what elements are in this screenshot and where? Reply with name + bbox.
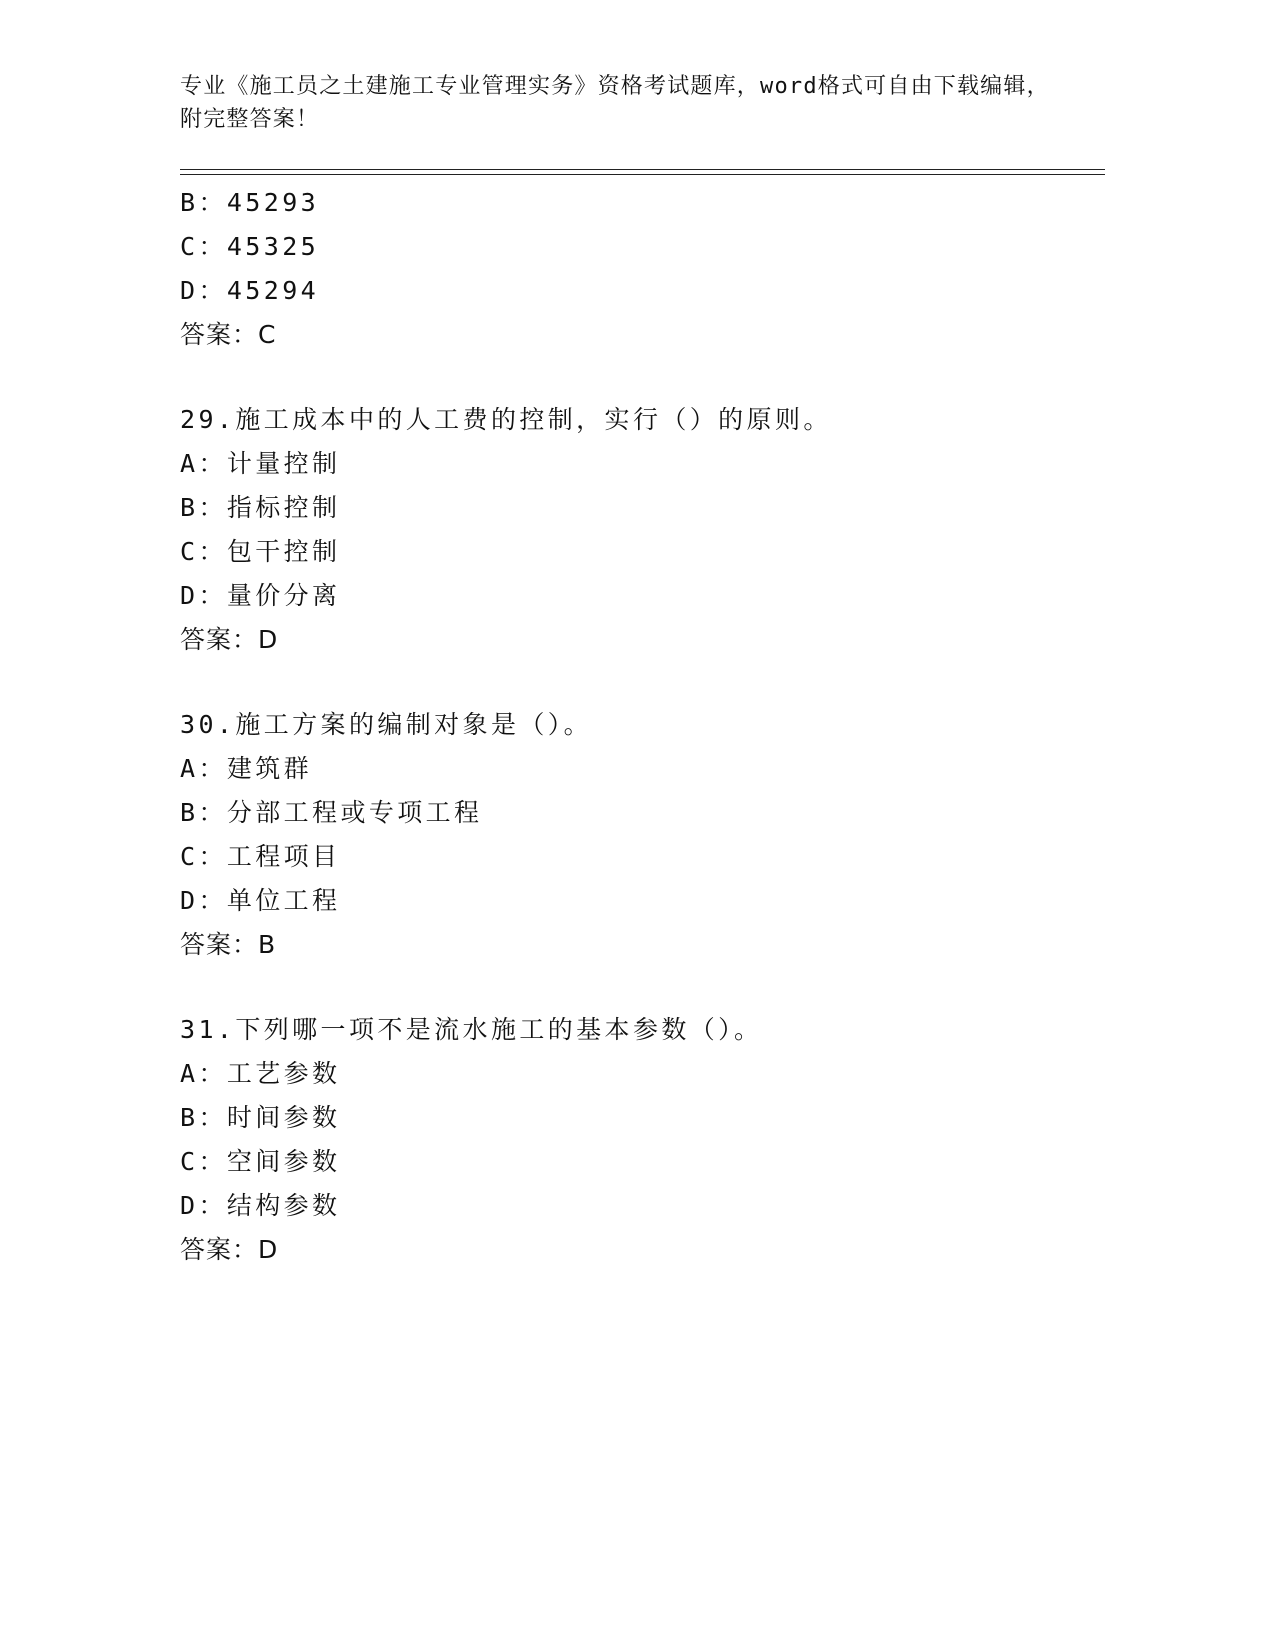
option-b [180, 791, 1105, 835]
option-d [180, 269, 1105, 313]
answer-line: 答案：C [180, 320, 277, 349]
answer-line: 答案：D [180, 625, 279, 654]
option-label: B： [180, 1103, 227, 1132]
option-text: 45293 [226, 188, 320, 217]
option-label: A： [180, 754, 227, 783]
option-label: A： [180, 449, 227, 478]
question-block-29 [180, 398, 1105, 662]
question-block-31 [180, 1008, 1105, 1272]
option-text: 计量控制 [226, 449, 341, 478]
option-b [180, 486, 1105, 530]
document-header: 专业《施工员之土建施工专业管理实务》资格考试题库，word格式可自由下载编辑，附完整答案！ [180, 74, 1050, 132]
answer-line: 答案：D [180, 1235, 279, 1264]
question-block-30 [180, 703, 1105, 967]
option-b [180, 181, 1105, 225]
option-a [180, 1052, 1105, 1096]
question-stem: 29.施工成本中的人工费的控制，实行（）的原则。 [180, 405, 832, 434]
option-label: C： [180, 842, 227, 871]
question-stem: 30.施工方案的编制对象是（）。 [180, 710, 593, 739]
option-d [180, 574, 1105, 618]
question-list [180, 181, 1105, 1272]
option-c [180, 225, 1105, 269]
option-c [180, 835, 1105, 879]
option-label: C： [180, 1147, 227, 1176]
option-text: 45325 [226, 232, 320, 261]
option-c [180, 1140, 1105, 1184]
header-rule-bottom [180, 174, 1105, 175]
option-d [180, 879, 1105, 923]
header-rule-top [180, 169, 1105, 170]
option-label: A： [180, 1059, 227, 1088]
question-stem: 31.下列哪一项不是流水施工的基本参数（）。 [180, 1015, 763, 1044]
option-label: D： [180, 581, 227, 610]
option-d [180, 1184, 1105, 1228]
answer-line: 答案：B [180, 930, 277, 959]
option-text: 指标控制 [226, 493, 341, 522]
option-text: 时间参数 [226, 1103, 341, 1132]
option-a [180, 442, 1105, 486]
option-label: B： [180, 798, 227, 827]
option-label: C： [180, 537, 227, 566]
option-a [180, 747, 1105, 791]
option-label: C： [180, 232, 227, 261]
option-label: B： [180, 188, 227, 217]
option-text: 工艺参数 [226, 1059, 341, 1088]
option-text: 45294 [226, 276, 320, 305]
option-b [180, 1096, 1105, 1140]
option-label: B： [180, 493, 227, 522]
option-text: 包干控制 [226, 537, 341, 566]
option-text: 单位工程 [226, 886, 341, 915]
option-label: D： [180, 276, 227, 305]
option-label: D： [180, 1191, 227, 1220]
option-text: 空间参数 [226, 1147, 341, 1176]
option-text: 量价分离 [226, 581, 341, 610]
option-label: D： [180, 886, 227, 915]
option-text: 分部工程或专项工程 [226, 798, 483, 827]
option-c [180, 530, 1105, 574]
option-text: 建筑群 [226, 754, 313, 783]
option-text: 工程项目 [226, 842, 341, 871]
question-block-28 [180, 181, 1105, 357]
option-text: 结构参数 [226, 1191, 341, 1220]
